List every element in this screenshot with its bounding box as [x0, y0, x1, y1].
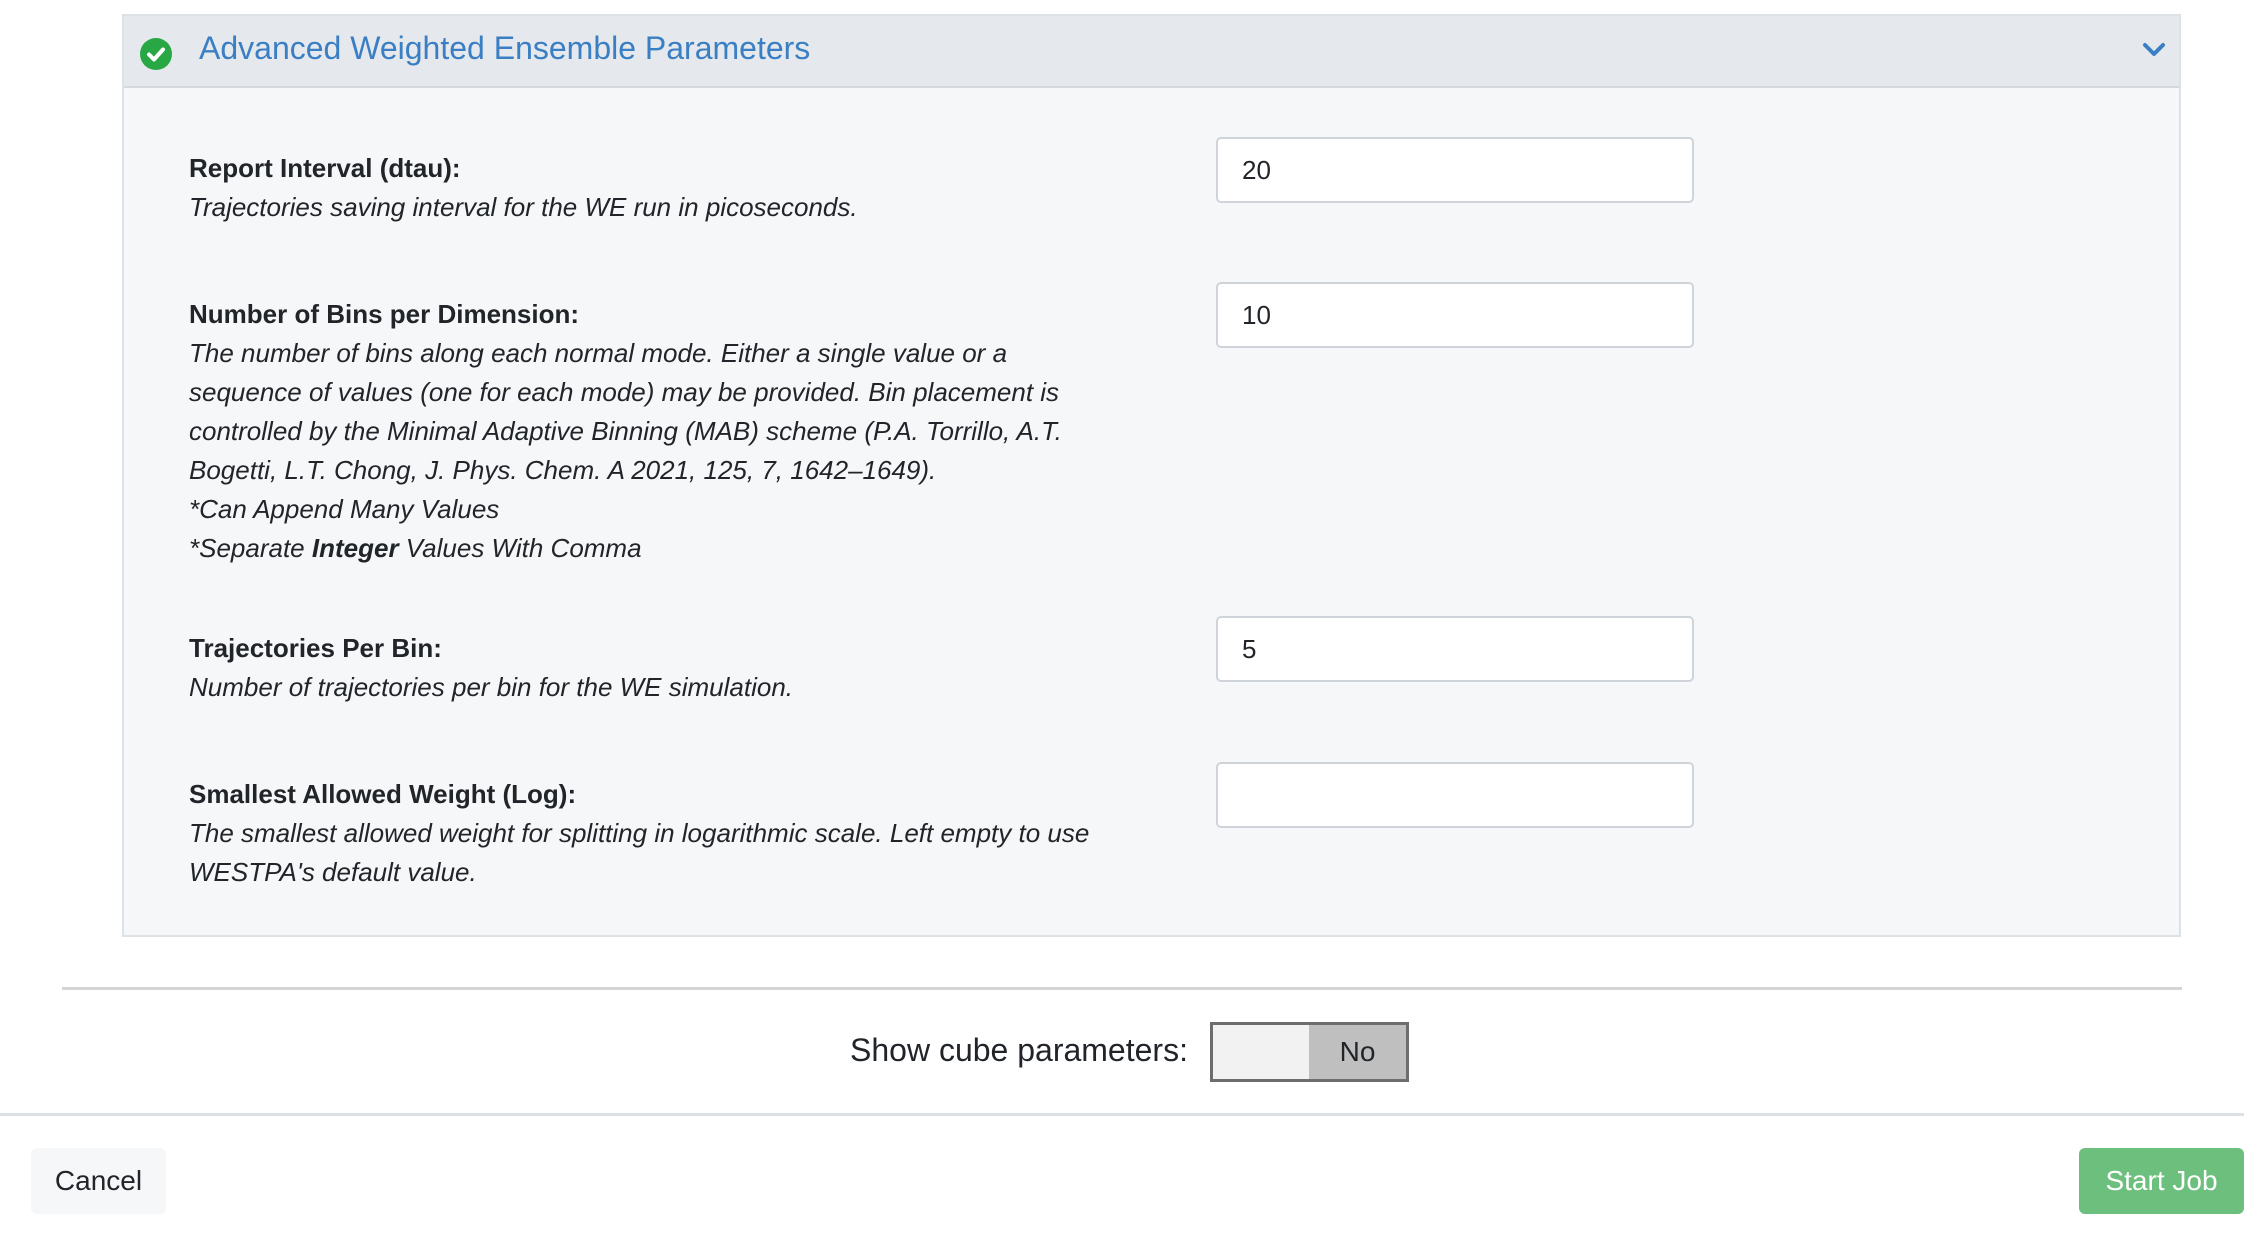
check-circle-icon	[140, 38, 172, 70]
advanced-we-panel	[122, 14, 2181, 937]
toggle-state: No	[1309, 1025, 1406, 1079]
field-bins-per-dimension	[189, 295, 1289, 568]
field-description: Number of trajectories per bin for the WE simulation.	[189, 672, 794, 702]
field-label: Number of Bins per Dimension:	[189, 299, 580, 329]
panel-header[interactable]	[124, 16, 2179, 88]
note-bold: Integer	[311, 533, 399, 563]
smallest-weight-input[interactable]	[1216, 762, 1694, 828]
trajectories-per-bin-input[interactable]	[1216, 616, 1694, 682]
field-note	[189, 529, 1289, 568]
field-description: WESTPA's default value.	[189, 857, 477, 887]
note-prefix: *Separate	[189, 533, 312, 563]
divider	[62, 987, 2182, 990]
field-note: *Can Append Many Values	[189, 494, 500, 524]
cancel-button[interactable]: Cancel	[31, 1148, 166, 1214]
footer-divider	[0, 1113, 2244, 1116]
panel-title: Advanced Weighted Ensemble Parameters	[199, 30, 811, 66]
field-trajectories-per-bin	[189, 629, 1289, 707]
field-description: controlled by the Minimal Adaptive Binning (MAB) scheme (P.A. Torrillo, A.T.	[189, 416, 1062, 446]
field-description: The number of bins along each normal mode. Either a single value or a	[189, 338, 1008, 368]
report-interval-input[interactable]	[1216, 137, 1694, 203]
field-smallest-weight	[189, 775, 1289, 892]
field-description: Bogetti, L.T. Chong, J. Phys. Chem. A 2021, 125, 7, 1642–1649).	[189, 455, 937, 485]
field-label: Trajectories Per Bin:	[189, 633, 442, 663]
field-description: The smallest allowed weight for splitting in logarithmic scale. Left empty to use	[189, 818, 1090, 848]
start-job-button[interactable]: Start Job	[2079, 1148, 2244, 1214]
bins-per-dimension-input[interactable]	[1216, 282, 1694, 348]
field-label: Report Interval (dtau):	[189, 153, 461, 183]
field-label: Smallest Allowed Weight (Log):	[189, 779, 577, 809]
cube-toggle-label: Show cube parameters:	[850, 1032, 1188, 1068]
field-description: sequence of values (one for each mode) may be provided. Bin placement is	[189, 377, 1060, 407]
field-description: Trajectories saving interval for the WE run in picoseconds.	[189, 192, 858, 222]
cube-parameters-toggle[interactable]	[1210, 1022, 1409, 1082]
field-report-interval	[189, 149, 1289, 227]
note-suffix: Values With Comma	[398, 533, 642, 563]
chevron-down-icon[interactable]	[2141, 36, 2167, 67]
